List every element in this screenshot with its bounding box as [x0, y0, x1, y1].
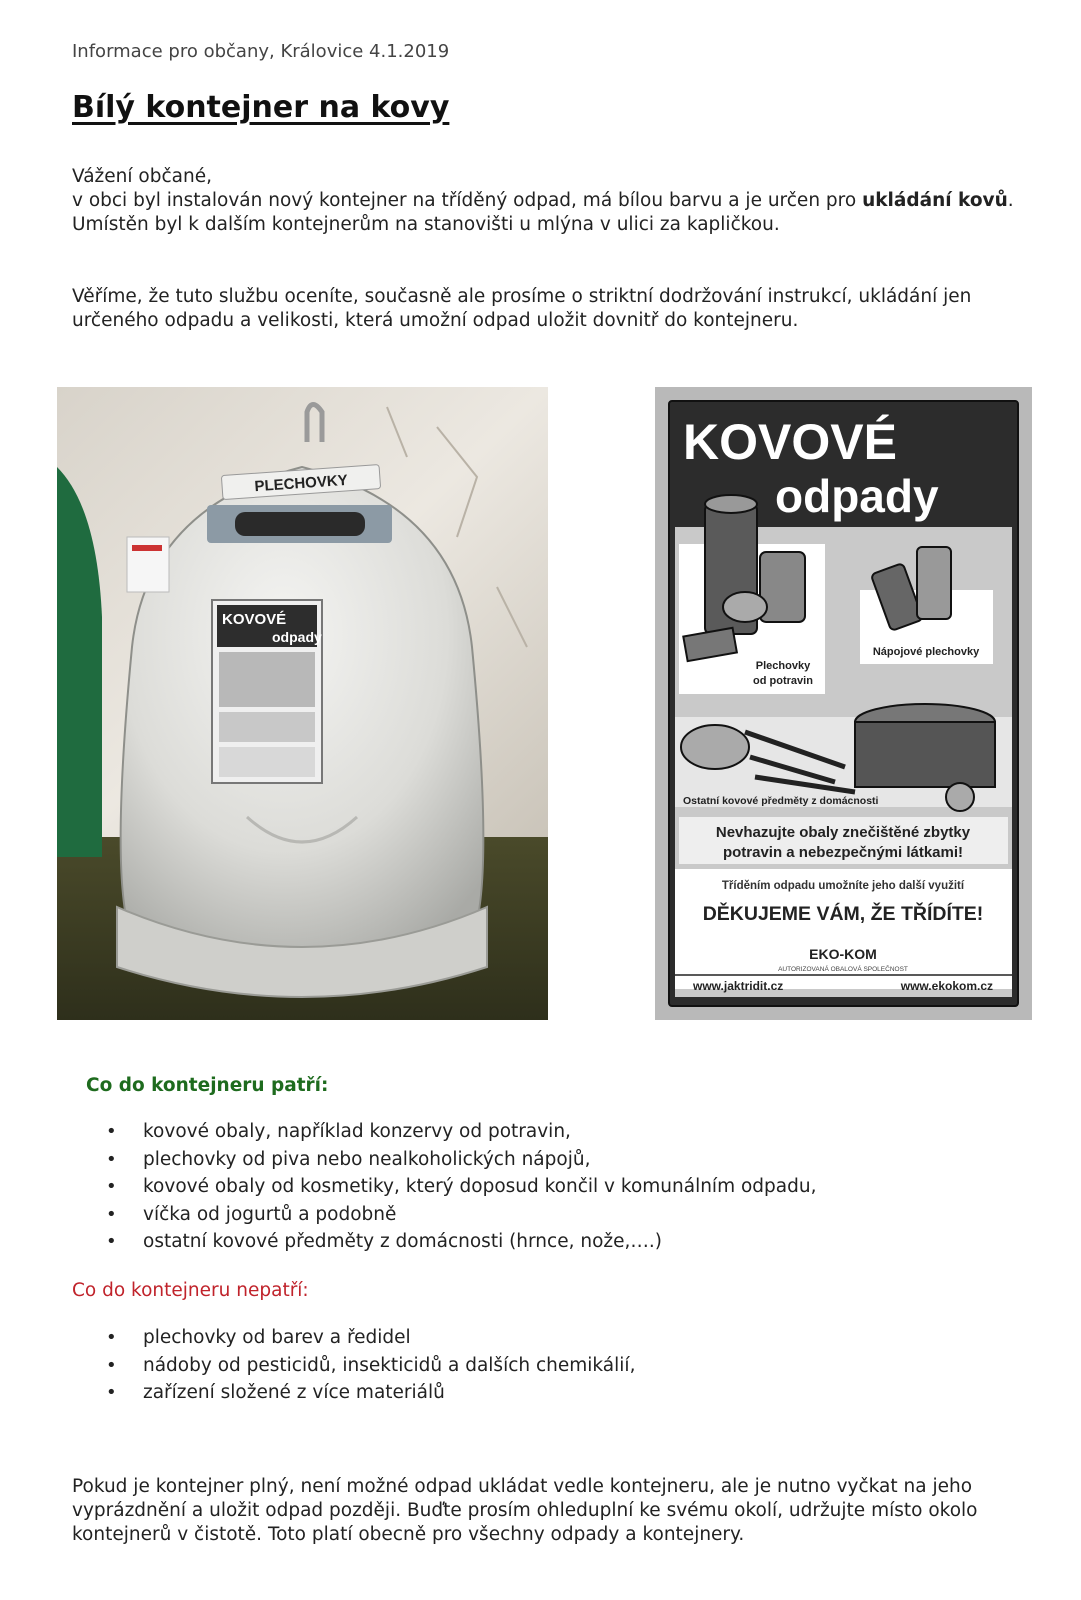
poster-subtitle: odpady [775, 470, 939, 522]
page-title: Bílý kontejner na kovy [72, 90, 450, 125]
list-item: • nádoby od pesticidů, insekticidů a dalších chemikálií, [72, 1352, 635, 1380]
poster-thanks: DĚKUJEME VÁM, ŽE TŘÍDÍTE! [702, 903, 984, 925]
list-item: • zařízení složené z více materiálů [72, 1379, 635, 1407]
poster-item2: Nápojové plechovky [872, 646, 980, 658]
not-belongs-heading: Co do kontejneru nepatří: [72, 1280, 309, 1301]
container-photo-illustration [57, 387, 548, 1020]
closing-paragraph: Pokud je kontejner plný, není možné odpad ukládat vedle kontejneru, ale je nutno vyčkat na jeho vyprázdnění a uložit odpad později. Buďte prosím ohleduplní ke svému okolí, udržujte místo okolo kontejnerů v čistotě. Toto platí obecně pro všechny odpady a kontejnery. [72, 1476, 978, 1545]
poster-warning-line1: Nevhazujte obaly znečištěné zbytky [715, 824, 971, 841]
sticker-subtitle: odpady [272, 629, 322, 645]
intro-bold: ukládání kovů [862, 190, 1008, 211]
kovove-odpady-poster [655, 387, 1032, 1020]
lid-label: PLECHOVKY [253, 471, 349, 496]
poster-item1-line1: Plechovky [755, 660, 811, 672]
poster-url-ekokom: www.ekokom.cz [900, 979, 993, 993]
poster-graphic [655, 387, 1032, 1020]
list-item: • plechovky od barev a ředidel [72, 1324, 635, 1352]
poster-item1-line2: od potravin [753, 675, 813, 687]
poster-item3: Ostatní kovové předměty z domácnosti [683, 795, 879, 807]
intro-line1: v obci byl instalován nový kontejner na tříděný odpad, má bílou barvu a je určen pro [72, 190, 863, 211]
poster-warning-line2: potravin a nebezpečnými látkami! [722, 844, 964, 861]
poster-info: Tříděním odpadu umožníte jeho další využití [721, 880, 965, 892]
list-item: • víčka od jogurtů a podobně [72, 1201, 816, 1229]
list-item: • kovové obaly, například konzervy od potravin, [72, 1118, 816, 1146]
poster-url-jaktridit: www.jaktridit.cz [693, 979, 784, 993]
header-info: Informace pro občany, Královice 4.1.2019 [72, 41, 450, 62]
greeting: Vážení občané, [72, 166, 212, 187]
intro-paragraph [72, 165, 1037, 237]
intro-line2: Umístěn byl k dalším kontejnerům na stanovišti u mlýna v ulici za kapličkou. [72, 214, 780, 235]
list-item: • ostatní kovové předměty z domácnosti (hrnce, nože,….) [72, 1228, 816, 1256]
ekokom-logo: EKO-KOM [809, 946, 877, 962]
list-item: • kovové obaly od kosmetiky, který doposud končil v komunálním odpadu, [72, 1173, 816, 1201]
poster-title: KOVOVÉ [683, 414, 897, 470]
belongs-heading: Co do kontejneru patří: [86, 1075, 329, 1096]
belongs-list [72, 1118, 816, 1256]
ekokom-logo-sub: AUTORIZOVANÁ OBALOVÁ SPOLEČNOST [778, 966, 908, 973]
not-belongs-list [72, 1324, 635, 1407]
request-paragraph: Věříme, že tuto službu oceníte, současně ale prosíme o striktní dodržování instrukcí, ukládání jen určeného odpadu a velikosti, která umožní odpad uložit dovnitř do kontejneru. [72, 286, 972, 331]
sticker-title: KOVOVÉ [222, 611, 287, 628]
list-item: • plechovky od piva nebo nealkoholických nápojů, [72, 1146, 816, 1174]
container-photo [57, 387, 548, 1020]
intro-line1-end: . [1007, 190, 1014, 211]
